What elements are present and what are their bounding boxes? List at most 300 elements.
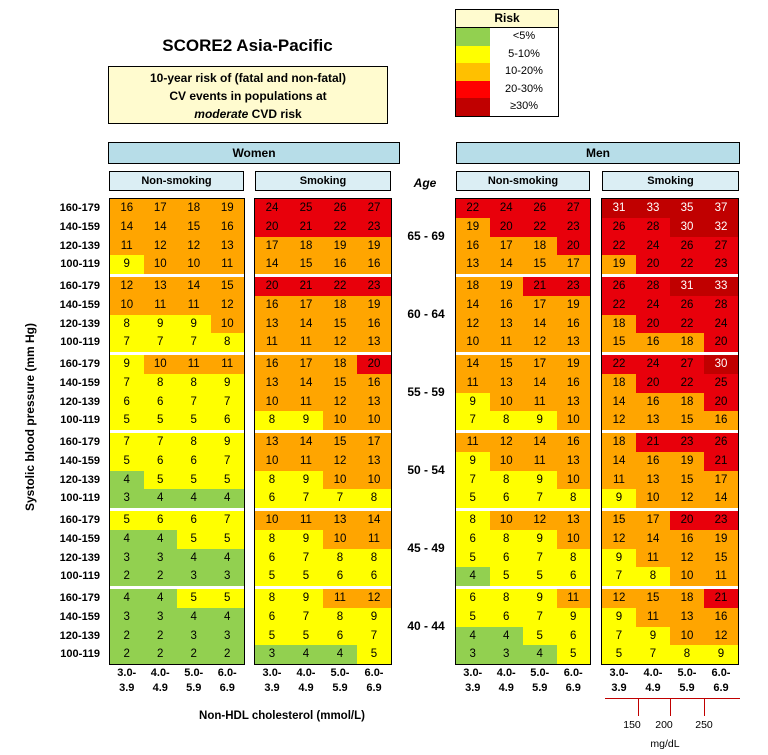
risk-cell: 7 — [636, 645, 670, 664]
risk-cell: 11 — [602, 471, 636, 490]
chol-label — [705, 666, 737, 696]
risk-cell: 14 — [456, 355, 490, 374]
risk-cell: 8 — [144, 374, 178, 393]
risk-cell: 13 — [255, 315, 289, 334]
risk-cell: 7 — [144, 433, 178, 452]
bp-label: 100-119 — [60, 414, 100, 427]
risk-cell: 9 — [602, 549, 636, 568]
risk-cell: 4 — [490, 627, 524, 646]
risk-cell: 15 — [670, 471, 704, 490]
risk-cell: 18 — [670, 393, 704, 412]
bp-label: 100-119 — [60, 648, 100, 661]
chol-label-line-2: 6.9 — [565, 682, 581, 694]
mg-dl-unit-label: mg/dL — [650, 738, 680, 750]
risk-cell: 13 — [557, 452, 591, 471]
risk-cell: 6 — [557, 567, 591, 586]
risk-cell: 7 — [602, 627, 636, 646]
risk-cell: 11 — [289, 333, 323, 352]
subtitle-emphasis: moderate — [194, 107, 249, 121]
risk-cell: 2 — [144, 627, 178, 646]
panel-women-nonsmoking — [109, 198, 245, 665]
risk-cell: 7 — [110, 333, 144, 352]
risk-cell: 15 — [211, 277, 245, 296]
risk-cell: 28 — [636, 277, 670, 296]
risk-cell: 24 — [255, 199, 289, 218]
risk-cell: 2 — [144, 567, 178, 586]
risk-cell: 26 — [602, 218, 636, 237]
risk-cell: 30 — [704, 355, 738, 374]
risk-cell: 9 — [704, 645, 738, 664]
risk-cell: 10 — [211, 315, 245, 334]
subtitle-line-1: 10-year risk of (fatal and non-fatal) — [149, 71, 347, 85]
chol-label-line-2: 3.9 — [264, 682, 280, 694]
risk-cell: 11 — [177, 355, 211, 374]
risk-cell: 16 — [255, 355, 289, 374]
risk-cell: 5 — [144, 411, 178, 430]
risk-cell: 27 — [357, 199, 391, 218]
risk-cell: 27 — [704, 237, 738, 256]
risk-cell: 28 — [636, 218, 670, 237]
panel-women-smoking — [254, 198, 392, 665]
chol-label-line-1: 4.0- — [296, 667, 316, 679]
risk-cell: 16 — [357, 315, 391, 334]
risk-cell: 4 — [177, 608, 211, 627]
risk-cell: 9 — [523, 411, 557, 430]
chol-label-line-2: 5.9 — [532, 682, 548, 694]
risk-cell: 4 — [523, 645, 557, 664]
women-non-smoking-header: Non-smoking — [109, 171, 244, 191]
risk-cell: 3 — [490, 645, 524, 664]
risk-cell: 8 — [490, 530, 524, 549]
risk-cell: 16 — [670, 530, 704, 549]
risk-cell: 19 — [323, 237, 357, 256]
risk-cell: 5 — [255, 627, 289, 646]
risk-cell: 17 — [523, 296, 557, 315]
risk-cell: 9 — [289, 530, 323, 549]
risk-cell: 5 — [602, 645, 636, 664]
risk-cell: 13 — [636, 411, 670, 430]
risk-cell: 19 — [557, 296, 591, 315]
chol-label-line-1: 5.0- — [184, 667, 204, 679]
risk-cell: 10 — [144, 355, 178, 374]
chol-label — [144, 666, 176, 696]
chol-label-line-1: 3.0- — [117, 667, 137, 679]
risk-cell: 22 — [602, 355, 636, 374]
legend-item — [456, 63, 558, 81]
risk-cell: 9 — [144, 315, 178, 334]
risk-cell: 19 — [602, 255, 636, 274]
risk-cell: 9 — [523, 530, 557, 549]
risk-cell: 13 — [456, 255, 490, 274]
risk-cell: 3 — [211, 627, 245, 646]
risk-cell: 31 — [602, 199, 636, 218]
risk-cell: 9 — [289, 589, 323, 608]
age-group-label: 65 - 69 — [407, 228, 445, 243]
risk-cell: 23 — [357, 277, 391, 296]
risk-cell: 19 — [357, 296, 391, 315]
chol-label-line-1: 3.0- — [262, 667, 282, 679]
risk-cell: 7 — [144, 333, 178, 352]
risk-cell: 16 — [636, 333, 670, 352]
risk-cell: 19 — [211, 199, 245, 218]
risk-cell: 16 — [255, 296, 289, 315]
mg-dl-label: 150 — [623, 719, 641, 731]
risk-cell: 21 — [704, 589, 738, 608]
risk-cell: 2 — [144, 645, 178, 664]
risk-cell: 12 — [523, 333, 557, 352]
risk-cell: 16 — [323, 255, 357, 274]
bp-label: 140-159 — [59, 610, 100, 623]
risk-cell: 4 — [323, 645, 357, 664]
risk-cell: 31 — [670, 277, 704, 296]
risk-cell: 12 — [670, 489, 704, 508]
men-smoking-header: Smoking — [602, 171, 739, 191]
chol-label-line-1: 6.0- — [563, 667, 583, 679]
bp-label: 100-119 — [60, 492, 100, 505]
risk-cell: 26 — [523, 199, 557, 218]
chol-label-line-1: 3.0- — [609, 667, 629, 679]
risk-cell: 12 — [670, 549, 704, 568]
risk-cell: 13 — [255, 374, 289, 393]
risk-cell: 7 — [289, 608, 323, 627]
risk-cell: 6 — [255, 489, 289, 508]
risk-cell: 20 — [636, 374, 670, 393]
risk-cell: 12 — [144, 237, 178, 256]
risk-cell: 5 — [357, 645, 391, 664]
risk-cell: 8 — [357, 489, 391, 508]
risk-cell: 11 — [211, 255, 245, 274]
risk-cell: 9 — [357, 608, 391, 627]
risk-cell: 15 — [704, 549, 738, 568]
age-group-label: 40 - 44 — [407, 618, 445, 633]
risk-cell: 18 — [323, 296, 357, 315]
risk-cell: 14 — [636, 530, 670, 549]
risk-cell: 12 — [357, 589, 391, 608]
risk-cell: 14 — [289, 374, 323, 393]
risk-cell: 14 — [357, 511, 391, 530]
risk-cell: 13 — [357, 452, 391, 471]
men-header: Men — [456, 142, 740, 164]
chol-label — [457, 666, 489, 696]
risk-cell: 7 — [110, 374, 144, 393]
risk-cell: 13 — [357, 333, 391, 352]
chol-label-line-1: 5.0- — [677, 667, 697, 679]
chol-label-line-2: 5.9 — [332, 682, 348, 694]
risk-cell: 6 — [110, 393, 144, 412]
risk-cell: 9 — [211, 374, 245, 393]
age-group-label: 60 - 64 — [407, 306, 445, 321]
mg-dl-label: 250 — [695, 719, 713, 731]
risk-cell: 8 — [255, 589, 289, 608]
risk-cell: 10 — [636, 489, 670, 508]
risk-cell: 14 — [523, 315, 557, 334]
risk-cell: 26 — [323, 199, 357, 218]
chol-label-line-1: 3.0- — [463, 667, 483, 679]
bp-label: 100-119 — [60, 570, 100, 583]
risk-cell: 8 — [110, 315, 144, 334]
risk-cell: 5 — [490, 567, 524, 586]
risk-cell: 14 — [144, 218, 178, 237]
bp-label: 120-139 — [59, 629, 100, 642]
risk-cell: 7 — [177, 333, 211, 352]
risk-cell: 13 — [636, 471, 670, 490]
risk-cell: 5 — [211, 589, 245, 608]
subtitle-line-3 — [109, 105, 387, 123]
risk-cell: 11 — [490, 333, 524, 352]
bp-label: 140-159 — [59, 532, 100, 545]
risk-cell: 16 — [557, 315, 591, 334]
risk-cell: 5 — [177, 589, 211, 608]
risk-cell: 26 — [602, 277, 636, 296]
risk-cell: 9 — [289, 411, 323, 430]
risk-cell: 11 — [144, 296, 178, 315]
risk-cell: 24 — [636, 296, 670, 315]
risk-cell: 9 — [289, 471, 323, 490]
risk-cell: 24 — [490, 199, 524, 218]
risk-cell: 9 — [211, 433, 245, 452]
risk-cell: 5 — [211, 471, 245, 490]
risk-cell: 26 — [670, 296, 704, 315]
risk-cell: 16 — [456, 237, 490, 256]
risk-cell: 7 — [110, 433, 144, 452]
risk-cell: 9 — [557, 608, 591, 627]
risk-cell: 7 — [323, 489, 357, 508]
risk-cell: 7 — [602, 567, 636, 586]
risk-cell: 18 — [289, 237, 323, 256]
risk-cell: 8 — [490, 471, 524, 490]
legend-label: 10-20% — [505, 65, 543, 78]
risk-cell: 19 — [670, 452, 704, 471]
risk-cell: 2 — [110, 627, 144, 646]
risk-cell: 8 — [490, 589, 524, 608]
risk-cell: 14 — [255, 255, 289, 274]
risk-cell: 17 — [704, 471, 738, 490]
chol-label — [178, 666, 210, 696]
chol-label — [256, 666, 288, 696]
risk-cell: 20 — [670, 511, 704, 530]
bp-label: 160-179 — [59, 202, 100, 214]
risk-cell: 6 — [144, 393, 178, 412]
risk-cell: 18 — [177, 199, 211, 218]
risk-cell: 24 — [636, 355, 670, 374]
risk-cell: 4 — [211, 608, 245, 627]
risk-cell: 22 — [602, 296, 636, 315]
risk-cell: 9 — [456, 452, 490, 471]
risk-cell: 17 — [144, 199, 178, 218]
risk-cell: 21 — [289, 277, 323, 296]
risk-cell: 8 — [490, 411, 524, 430]
risk-cell: 15 — [323, 433, 357, 452]
risk-cell: 6 — [323, 567, 357, 586]
risk-cell: 21 — [704, 452, 738, 471]
legend-swatch — [456, 63, 490, 81]
women-smoking-header: Smoking — [255, 171, 391, 191]
risk-cell: 14 — [456, 296, 490, 315]
risk-cell: 13 — [490, 374, 524, 393]
risk-cell: 11 — [255, 333, 289, 352]
risk-cell: 11 — [289, 511, 323, 530]
risk-cell: 4 — [110, 471, 144, 490]
risk-cell: 11 — [523, 452, 557, 471]
risk-cell: 11 — [357, 530, 391, 549]
risk-cell: 14 — [177, 277, 211, 296]
risk-cell: 4 — [456, 567, 490, 586]
risk-cell: 20 — [704, 393, 738, 412]
bp-label: 160-179 — [59, 592, 100, 604]
risk-cell: 20 — [357, 355, 391, 374]
risk-cell: 24 — [636, 237, 670, 256]
subtitle-line-3-rest: CVD risk — [248, 107, 302, 121]
risk-cell: 16 — [557, 374, 591, 393]
risk-cell: 3 — [110, 549, 144, 568]
risk-cell: 17 — [490, 237, 524, 256]
risk-cell: 27 — [557, 199, 591, 218]
risk-cell: 5 — [144, 471, 178, 490]
risk-cell: 15 — [602, 511, 636, 530]
risk-cell: 14 — [289, 433, 323, 452]
risk-cell: 6 — [144, 452, 178, 471]
chol-label — [290, 666, 322, 696]
chol-label-line-2: 4.9 — [645, 682, 661, 694]
risk-cell: 33 — [704, 277, 738, 296]
risk-cell: 10 — [255, 511, 289, 530]
risk-cell: 12 — [602, 411, 636, 430]
risk-cell: 5 — [557, 645, 591, 664]
risk-cell: 11 — [177, 296, 211, 315]
risk-cell: 7 — [289, 549, 323, 568]
risk-cell: 20 — [255, 277, 289, 296]
chol-label-line-2: 5.9 — [186, 682, 202, 694]
risk-cell: 12 — [602, 530, 636, 549]
risk-cell: 22 — [670, 374, 704, 393]
chol-label — [603, 666, 635, 696]
risk-cell: 6 — [490, 549, 524, 568]
risk-cell: 3 — [177, 627, 211, 646]
risk-cell: 21 — [289, 218, 323, 237]
risk-cell: 9 — [177, 315, 211, 334]
chol-label — [211, 666, 243, 696]
chol-label-line-2: 4.9 — [298, 682, 314, 694]
risk-cell: 4 — [144, 489, 178, 508]
risk-cell: 2 — [211, 645, 245, 664]
risk-cell: 4 — [177, 489, 211, 508]
risk-cell: 12 — [110, 277, 144, 296]
risk-cell: 17 — [636, 511, 670, 530]
risk-cell: 7 — [289, 489, 323, 508]
risk-cell: 7 — [456, 411, 490, 430]
risk-cell: 2 — [177, 645, 211, 664]
risk-cell: 5 — [456, 549, 490, 568]
risk-cell: 13 — [490, 315, 524, 334]
risk-cell: 2 — [110, 645, 144, 664]
risk-cell: 21 — [523, 277, 557, 296]
risk-cell: 9 — [110, 255, 144, 274]
risk-cell: 13 — [144, 277, 178, 296]
age-header: Age — [413, 176, 437, 190]
risk-cell: 16 — [211, 218, 245, 237]
age-group-label: 50 - 54 — [407, 462, 445, 477]
men-non-smoking-header: Non-smoking — [456, 171, 590, 191]
chol-label — [358, 666, 390, 696]
risk-cell: 11 — [456, 433, 490, 452]
risk-cell: 9 — [602, 608, 636, 627]
risk-cell: 5 — [255, 567, 289, 586]
risk-cell: 10 — [557, 471, 591, 490]
risk-cell: 13 — [255, 433, 289, 452]
risk-cell: 18 — [456, 277, 490, 296]
age-group-label: 55 - 59 — [407, 384, 445, 399]
risk-cell: 6 — [211, 411, 245, 430]
risk-cell: 7 — [523, 489, 557, 508]
risk-cell: 16 — [557, 433, 591, 452]
risk-cell: 4 — [144, 530, 178, 549]
risk-cell: 18 — [602, 374, 636, 393]
risk-cell: 4 — [177, 549, 211, 568]
risk-cell: 15 — [602, 333, 636, 352]
legend-label: ≥30% — [509, 100, 539, 113]
bp-label: 100-119 — [60, 258, 100, 271]
chart-subtitle-box — [108, 66, 388, 124]
risk-cell: 5 — [456, 608, 490, 627]
risk-cell: 15 — [670, 411, 704, 430]
risk-cell: 10 — [557, 411, 591, 430]
risk-cell: 7 — [357, 627, 391, 646]
risk-cell: 19 — [704, 530, 738, 549]
risk-cell: 19 — [490, 277, 524, 296]
risk-cell: 8 — [670, 645, 704, 664]
bp-label: 160-179 — [59, 436, 100, 448]
risk-cell: 8 — [255, 471, 289, 490]
risk-cell: 17 — [255, 237, 289, 256]
risk-cell: 3 — [211, 567, 245, 586]
risk-cell: 13 — [211, 237, 245, 256]
risk-cell: 9 — [602, 489, 636, 508]
risk-cell: 8 — [177, 374, 211, 393]
risk-cell: 11 — [110, 237, 144, 256]
risk-cell: 11 — [289, 393, 323, 412]
risk-cell: 22 — [456, 199, 490, 218]
risk-cell: 10 — [255, 452, 289, 471]
risk-cell: 10 — [670, 567, 704, 586]
risk-cell: 8 — [255, 411, 289, 430]
risk-cell: 11 — [289, 452, 323, 471]
risk-cell: 9 — [523, 589, 557, 608]
risk-cell: 22 — [602, 237, 636, 256]
risk-legend — [455, 9, 559, 117]
risk-cell: 22 — [670, 255, 704, 274]
bp-label: 120-139 — [59, 317, 100, 330]
risk-cell: 10 — [323, 471, 357, 490]
risk-cell: 15 — [523, 255, 557, 274]
risk-cell: 28 — [704, 296, 738, 315]
risk-cell: 10 — [110, 296, 144, 315]
legend-swatch — [456, 28, 490, 46]
bp-label: 140-159 — [59, 454, 100, 467]
risk-cell: 18 — [670, 589, 704, 608]
chol-label-line-1: 5.0- — [530, 667, 550, 679]
risk-cell: 33 — [636, 199, 670, 218]
risk-cell: 6 — [557, 627, 591, 646]
legend-item — [456, 98, 558, 116]
risk-cell: 35 — [670, 199, 704, 218]
risk-cell: 17 — [289, 355, 323, 374]
risk-cell: 23 — [557, 277, 591, 296]
risk-cell: 12 — [177, 237, 211, 256]
risk-cell: 20 — [704, 333, 738, 352]
risk-cell: 4 — [110, 589, 144, 608]
risk-cell: 3 — [144, 608, 178, 627]
mg-dl-label: 200 — [655, 719, 673, 731]
